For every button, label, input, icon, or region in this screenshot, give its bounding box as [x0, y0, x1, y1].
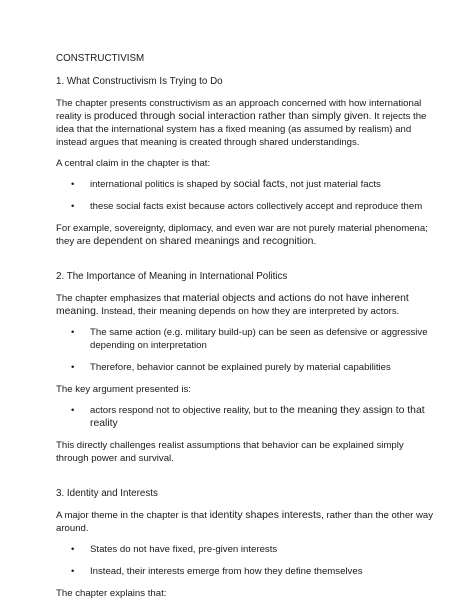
section-3-heading: 3. Identity and Interests: [56, 488, 158, 499]
section-3-paragraph-1: [56, 509, 434, 535]
list-item: [56, 361, 434, 374]
bullet-icon: •: [71, 544, 75, 555]
text-run: actors respond not to objective reality, but to: [90, 405, 281, 416]
section-2-paragraph-1: [56, 292, 434, 318]
text-run: . It rejects the idea that the international system has a fixed meaning (as assumed by realism) and instead argues that meaning is created through shared understandings.: [56, 111, 427, 148]
list-item: [56, 565, 434, 578]
section-1-paragraph-1: [56, 97, 434, 149]
emphasis-run: social facts: [233, 179, 285, 190]
bullet-icon: •: [71, 405, 75, 416]
emphasis-run: material objects and actions do not have inherent meaning: [56, 293, 409, 317]
bullet-icon: •: [71, 327, 75, 338]
section-1-paragraph-3: [56, 222, 434, 248]
text-run: Therefore, behavior cannot be explained purely by material capabilities: [90, 362, 391, 373]
text-run: international politics is shaped by: [90, 179, 234, 190]
list-item: [56, 326, 434, 352]
section-2-bullet-list-2: [56, 404, 434, 430]
bullet-icon: •: [71, 362, 75, 373]
text-run: these social facts exist because actors collectively accept and reproduce them: [90, 201, 423, 212]
section-spacer: [56, 473, 434, 487]
emphasis-run: identity shapes interests: [209, 510, 322, 521]
section-1-heading: 1. What Constructivism Is Trying to Do: [56, 76, 223, 87]
section-2-paragraph-3: This directly challenges realist assumptions that behavior can be explained simply through power and survival.: [56, 440, 404, 464]
emphasis-run: dependent on shared meanings and recognition: [93, 236, 314, 247]
section-3-paragraph-2: The chapter explains that:: [56, 588, 167, 599]
section-1-bullet-list: [56, 178, 434, 213]
text-run: The same action (e.g. military build-up) can be seen as defensive or aggressive depending on interpretation: [90, 327, 428, 351]
emphasis-run: produced through social interaction rather than simply given: [93, 111, 369, 122]
section-3-bullet-list: [56, 543, 434, 578]
list-item: [56, 543, 434, 556]
bullet-icon: •: [71, 179, 75, 190]
text-run: .: [313, 236, 317, 247]
section-spacer: [56, 256, 434, 270]
bullet-icon: •: [71, 566, 75, 577]
list-item: [56, 200, 434, 213]
text-run: The chapter emphasizes that: [56, 293, 183, 304]
document-title: CONSTRUCTIVISM: [56, 53, 145, 64]
text-run: , rather than the other way around.: [56, 510, 434, 534]
emphasis-run: the meaning they assign to that reality: [90, 405, 425, 429]
list-item: [56, 404, 434, 430]
section-2-heading: 2. The Importance of Meaning in International Politics: [56, 271, 288, 282]
text-run: The chapter presents constructivism as an approach concerned with how international reality is: [56, 98, 422, 122]
list-item: [56, 178, 434, 191]
text-run: A major theme in the chapter is that: [56, 510, 210, 521]
bullet-icon: •: [71, 201, 75, 212]
section-2-bullet-list-1: [56, 326, 434, 374]
text-run: . Instead, their meaning depends on how they are interpreted by actors.: [95, 306, 400, 317]
text-run: , not just material facts: [284, 179, 381, 190]
text-run: Instead, their interests emerge from how they define themselves: [90, 566, 363, 577]
text-run: For example, sovereignty, diplomacy, and even war are not purely material phenomena; they are: [56, 223, 428, 247]
section-2-paragraph-2: The key argument presented is:: [56, 384, 191, 395]
section-1-paragraph-2: A central claim in the chapter is that:: [56, 158, 211, 169]
text-run: States do not have fixed, pre-given interests: [90, 544, 278, 555]
